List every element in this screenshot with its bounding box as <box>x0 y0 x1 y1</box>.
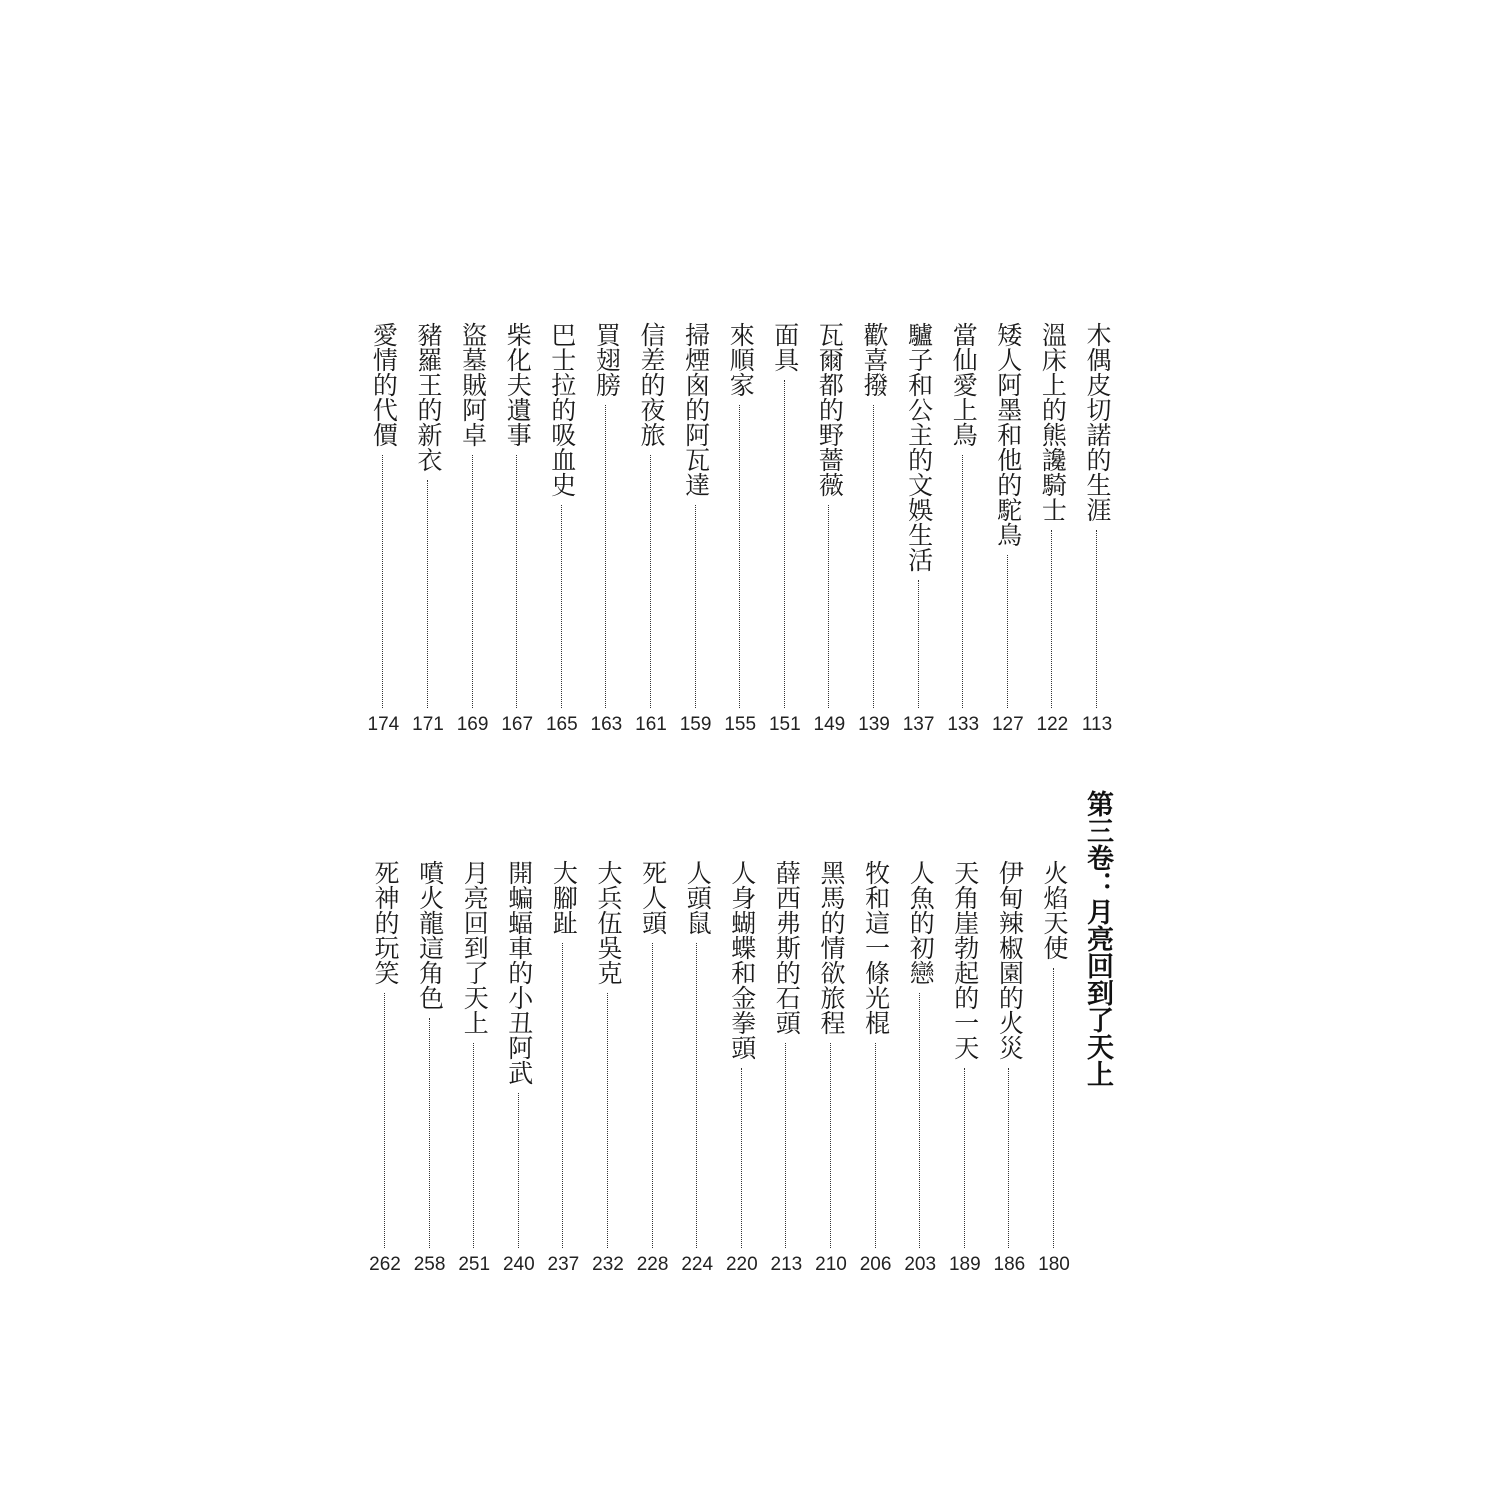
toc-entry-title: 巴士拉的吸血史 <box>547 322 577 497</box>
toc-entry-page-number: 224 <box>681 1254 714 1275</box>
toc-entry <box>900 860 940 1275</box>
toc-entry-title: 火焰天使 <box>1040 860 1069 960</box>
dot-leader <box>1008 1068 1009 1248</box>
dot-leader <box>652 943 653 1248</box>
toc-entry-page-number: 113 <box>1081 714 1113 735</box>
toc-entry <box>453 322 493 735</box>
toc-entry <box>499 860 539 1275</box>
dot-leader <box>473 1043 474 1248</box>
toc-entry-title: 天角崖勃起的一天 <box>950 860 980 1060</box>
dot-leader <box>561 505 562 708</box>
toc-entry <box>720 322 760 735</box>
dot-leader <box>1051 530 1052 708</box>
dot-leader <box>828 505 829 708</box>
toc-entry-title: 死神的玩笑 <box>371 860 400 985</box>
toc-entry-title: 柴化夫遺事 <box>503 322 533 447</box>
toc-entry <box>676 322 716 735</box>
dot-leader <box>962 455 963 708</box>
toc-entry-title: 信差的夜旅 <box>637 322 666 447</box>
toc-entry <box>988 322 1028 735</box>
toc-entry-page-number: 180 <box>1038 1254 1070 1275</box>
toc-entry <box>1032 322 1072 735</box>
toc-entry-title: 開蝙蝠車的小丑阿武 <box>504 860 534 1085</box>
toc-entry-title: 買翅膀 <box>592 322 622 397</box>
toc-entry-title: 伊甸辣椒園的火災 <box>995 860 1025 1060</box>
dot-leader <box>562 943 563 1248</box>
toc-entry <box>856 860 896 1275</box>
toc-entry-page-number: 237 <box>547 1254 580 1275</box>
toc-entry-page-number: 232 <box>592 1254 624 1275</box>
dot-leader <box>784 380 785 708</box>
toc-entry-page-number: 210 <box>815 1254 847 1275</box>
toc-entry <box>633 860 673 1275</box>
toc-entry-page-number: 139 <box>858 714 890 735</box>
toc-entry-title: 驢子和公主的文娛生活 <box>904 322 934 572</box>
dot-leader <box>739 405 740 708</box>
toc-entry <box>811 860 851 1275</box>
toc-entry <box>943 322 983 735</box>
toc-entry-page-number: 174 <box>367 714 400 735</box>
toc-entry <box>1077 322 1117 735</box>
toc-entry-title: 人頭鼠 <box>683 860 713 935</box>
toc-entry-page-number: 159 <box>679 714 712 735</box>
dot-leader <box>785 1043 786 1248</box>
toc-entry-title: 噴火龍這角色 <box>415 860 445 1010</box>
toc-entry-title: 瓦爾都的野薔薇 <box>815 322 845 497</box>
toc-entry-page-number: 167 <box>501 714 534 735</box>
toc-entry-page-number: 127 <box>991 714 1024 735</box>
dot-leader <box>427 480 428 708</box>
dot-leader <box>875 1043 876 1248</box>
toc-entry-title: 當仙愛上鳥 <box>949 322 979 447</box>
toc-entry-title: 死人頭 <box>638 860 668 935</box>
toc-entry <box>542 322 582 735</box>
toc-entry <box>588 860 628 1275</box>
toc-entry <box>586 322 626 735</box>
dot-leader <box>873 405 874 708</box>
toc-entry <box>631 322 671 735</box>
toc-entry-title: 大腳趾 <box>549 860 579 935</box>
toc-entry-title: 掃煙囪的阿瓦達 <box>681 322 711 497</box>
dot-leader <box>1096 530 1097 708</box>
toc-entry-title: 月亮回到了天上 <box>460 860 490 1035</box>
toc-entry-page-number: 262 <box>369 1254 401 1275</box>
toc-entry-page-number: 137 <box>902 714 935 735</box>
toc-entry <box>945 860 985 1275</box>
toc-entry-page-number: 258 <box>413 1254 446 1275</box>
toc-entry-page-number: 251 <box>458 1254 491 1275</box>
toc-entry-title: 牧和這一條光棍 <box>861 860 891 1035</box>
toc-entry <box>677 860 717 1275</box>
dot-leader <box>382 455 383 708</box>
toc-entry-page-number: 189 <box>948 1254 981 1275</box>
toc-entry-title: 來順家 <box>726 322 756 397</box>
dot-leader <box>518 1093 519 1248</box>
dot-leader <box>964 1068 965 1248</box>
toc-entry-title: 歡喜撥 <box>860 322 889 397</box>
toc-entry <box>722 860 762 1275</box>
dot-leader <box>919 993 920 1248</box>
toc-entry-page-number: 240 <box>502 1254 535 1275</box>
dot-leader <box>695 505 696 708</box>
toc-entry <box>408 322 448 735</box>
toc-entry-page-number: 186 <box>993 1254 1026 1275</box>
toc-entry-page-number: 161 <box>635 714 667 735</box>
toc-entry <box>497 322 537 735</box>
toc-entry <box>454 860 494 1275</box>
toc-entry-page-number: 206 <box>859 1254 892 1275</box>
toc-entry-page-number: 228 <box>636 1254 669 1275</box>
toc-entry-page-number: 151 <box>768 714 801 735</box>
toc-entry-page-number: 163 <box>590 714 623 735</box>
dot-leader <box>384 993 385 1248</box>
toc-entry-title: 面具 <box>770 322 800 372</box>
toc-entry-page-number: 155 <box>724 714 757 735</box>
toc-entry-page-number: 213 <box>770 1254 803 1275</box>
toc-entry <box>809 322 849 735</box>
dot-leader <box>830 1043 831 1248</box>
dot-leader <box>918 580 919 708</box>
toc-entry <box>365 860 405 1275</box>
toc-entry-title: 人身蝴蝶和金拳頭 <box>727 860 757 1060</box>
toc-entry-title: 溫床上的熊讒騎士 <box>1038 322 1068 522</box>
dot-leader <box>741 1068 742 1248</box>
toc-entry-title: 大兵伍吳克 <box>594 860 623 985</box>
toc-entry <box>543 860 583 1275</box>
toc-entry-title: 黑馬的情欲旅程 <box>817 860 846 1035</box>
toc-entry-title: 豬羅王的新衣 <box>414 322 443 472</box>
toc-entry <box>363 322 403 735</box>
toc-entry <box>766 860 806 1275</box>
toc-entry <box>1034 860 1074 1275</box>
toc-entry-page-number: 122 <box>1036 714 1069 735</box>
toc-entry-page-number: 171 <box>412 714 444 735</box>
toc-entry <box>989 860 1029 1275</box>
toc-entry-page-number: 133 <box>947 714 980 735</box>
toc-entry <box>410 860 450 1275</box>
dot-leader <box>516 455 517 708</box>
toc-entry <box>854 322 894 735</box>
toc-entry-page-number: 203 <box>904 1254 937 1275</box>
part-heading: 第三卷：月亮回到了天上 <box>1082 790 1113 1087</box>
dot-leader <box>1007 555 1008 708</box>
toc-entry-title: 盜墓賊阿卓 <box>458 322 488 447</box>
toc-entry <box>899 322 939 735</box>
toc-entry-page-number: 220 <box>725 1254 758 1275</box>
toc-entry-title: 矮人阿墨和他的駝鳥 <box>993 322 1023 547</box>
dot-leader <box>696 943 697 1248</box>
dot-leader <box>1053 968 1054 1248</box>
toc-entry-title: 木偶皮切諾的生涯 <box>1083 322 1112 522</box>
dot-leader <box>605 405 606 708</box>
dot-leader <box>607 993 608 1248</box>
toc-entry <box>765 322 805 735</box>
toc-entry-page-number: 169 <box>456 714 489 735</box>
toc-entry-title: 薛西弗斯的石頭 <box>772 860 802 1035</box>
toc-entry-title: 愛情的代價 <box>369 322 399 447</box>
toc-entry-page-number: 149 <box>813 714 846 735</box>
dot-leader <box>472 455 473 708</box>
toc-entry-page-number: 165 <box>545 714 578 735</box>
toc-entry-title: 人魚的初戀 <box>906 860 936 985</box>
dot-leader <box>650 455 651 708</box>
dot-leader <box>429 1018 430 1248</box>
